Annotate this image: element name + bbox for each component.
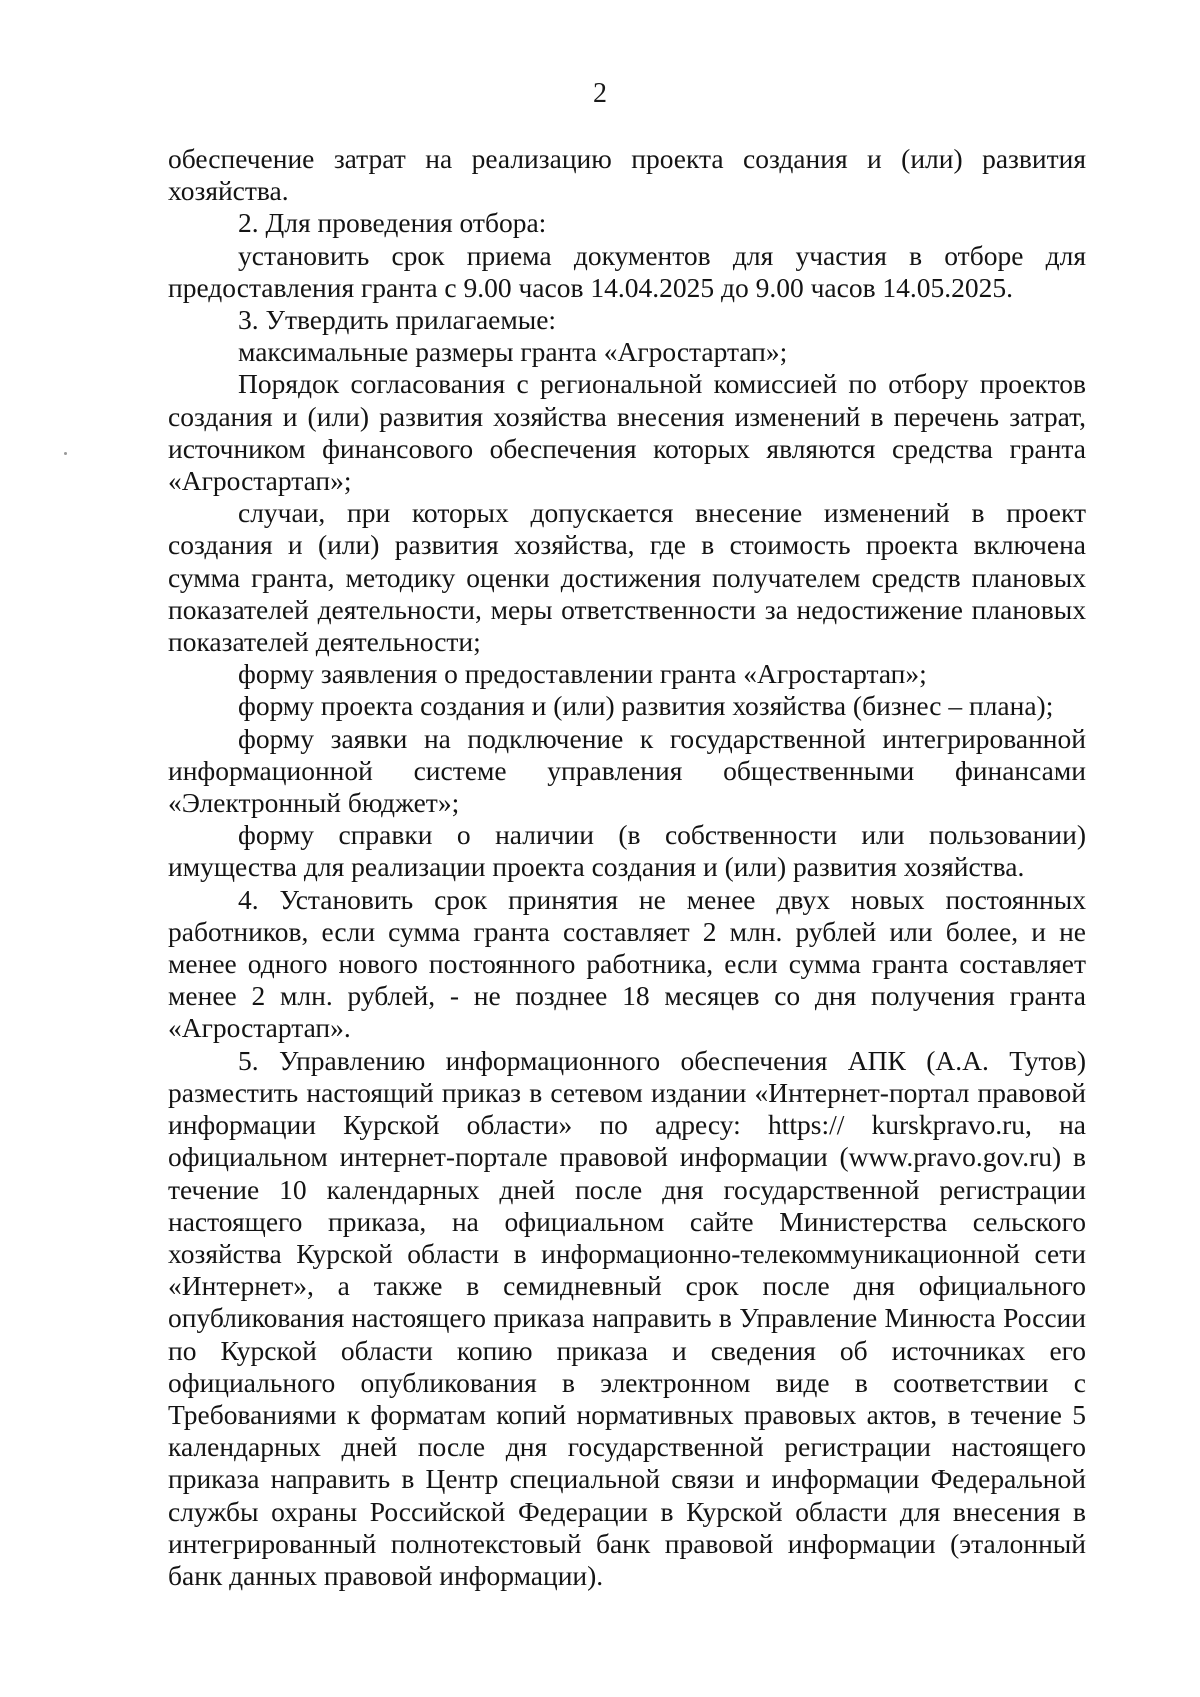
paragraph-e-budget-form: форму заявки на подключение к государственной интегрированной информационной системе управления общественными финансами «Электронный бюджет»; (168, 722, 1086, 819)
paragraph-item-2: 2. Для проведения отбора: (238, 207, 547, 239)
paragraph-item-4: 4. Установить срок принятия не менее двух новых постоянных работников, если сумма гранта составляет 2 млн. рублей или более, и не менее одного нового постоянного работника, если сумма гранта составляет менее 2 млн. рублей, - не позднее 18 месяцев со дня получения гранта «Агростартап». (168, 883, 1086, 1044)
paragraph-item-5: 5. Управлению информационного обеспечения АПК (А.А. Тутов) разместить настоящий приказ в сетевом издании «Интернет-портал правовой информации Курской области» по адресу: https:// kurskpravo.ru, на официальном интернет-портале правовой информации (www.pravo.gov.ru) в течение 10 календарных дней после дня государственной регистрации настоящего приказа, на официальном сайте Министерства сельского хозяйства Курской области в информационно-телекоммуникационной сети «Интернет», а также в семидневный срок после дня официального опубликования настоящего приказа направить в Управление Минюста России по Курской области копию приказа и сведения об источниках его официального опубликования в электронном виде в соответствии с Требованиями к форматам копий нормативных правовых актов, в течение 5 календарных дней после дня государственной регистрации настоящего приказа направить в Центр специальной связи и информации Федеральной службы охраны Российской Федерации в Курской области для внесения в интегрированный полнотекстовый банк правовой информации (эталонный банк данных правовой информации). (168, 1044, 1086, 1591)
paragraph-property-certificate-form: форму справки о наличии (в собственности или пользовании) имущества для реализации проекта создания и (или) развития хозяйства. (168, 819, 1086, 883)
page-number: 2 (593, 78, 607, 109)
paragraph-application-form: форму заявления о предоставлении гранта «Агростартап»; (238, 658, 927, 690)
paragraph-document-deadline: установить срок приема документов для участия в отборе для предоставления гранта с 9.00 часов 14.04.2025 до 9.00 часов 14.05.2025. (168, 239, 1086, 303)
paragraph-max-grant-size: максимальные размеры гранта «Агростартап»; (238, 336, 788, 368)
paragraph-approval-order: Порядок согласования с региональной комиссией по отбору проектов создания и (или) развития хозяйства внесения изменений в перечень затрат, источником финансового обеспечения которых являются средства гранта «Агростартап»; (168, 368, 1086, 497)
paragraph-continuation: обеспечение затрат на реализацию проекта создания и (или) развития хозяйства. (168, 143, 1086, 207)
document-body (168, 143, 1086, 1592)
paragraph-item-3: 3. Утвердить прилагаемые: (238, 304, 557, 336)
paragraph-change-cases: случаи, при которых допускается внесение изменений в проект создания и (или) развития хозяйства, где в стоимость проекта включена сумма гранта, методику оценки достижения получателем средств плановых показателей деятельности, меры ответственности за недостижение плановых показателей деятельности; (168, 497, 1086, 658)
scan-artifact (64, 452, 67, 455)
paragraph-business-plan-form: форму проекта создания и (или) развития хозяйства (бизнес – плана); (238, 690, 1054, 722)
